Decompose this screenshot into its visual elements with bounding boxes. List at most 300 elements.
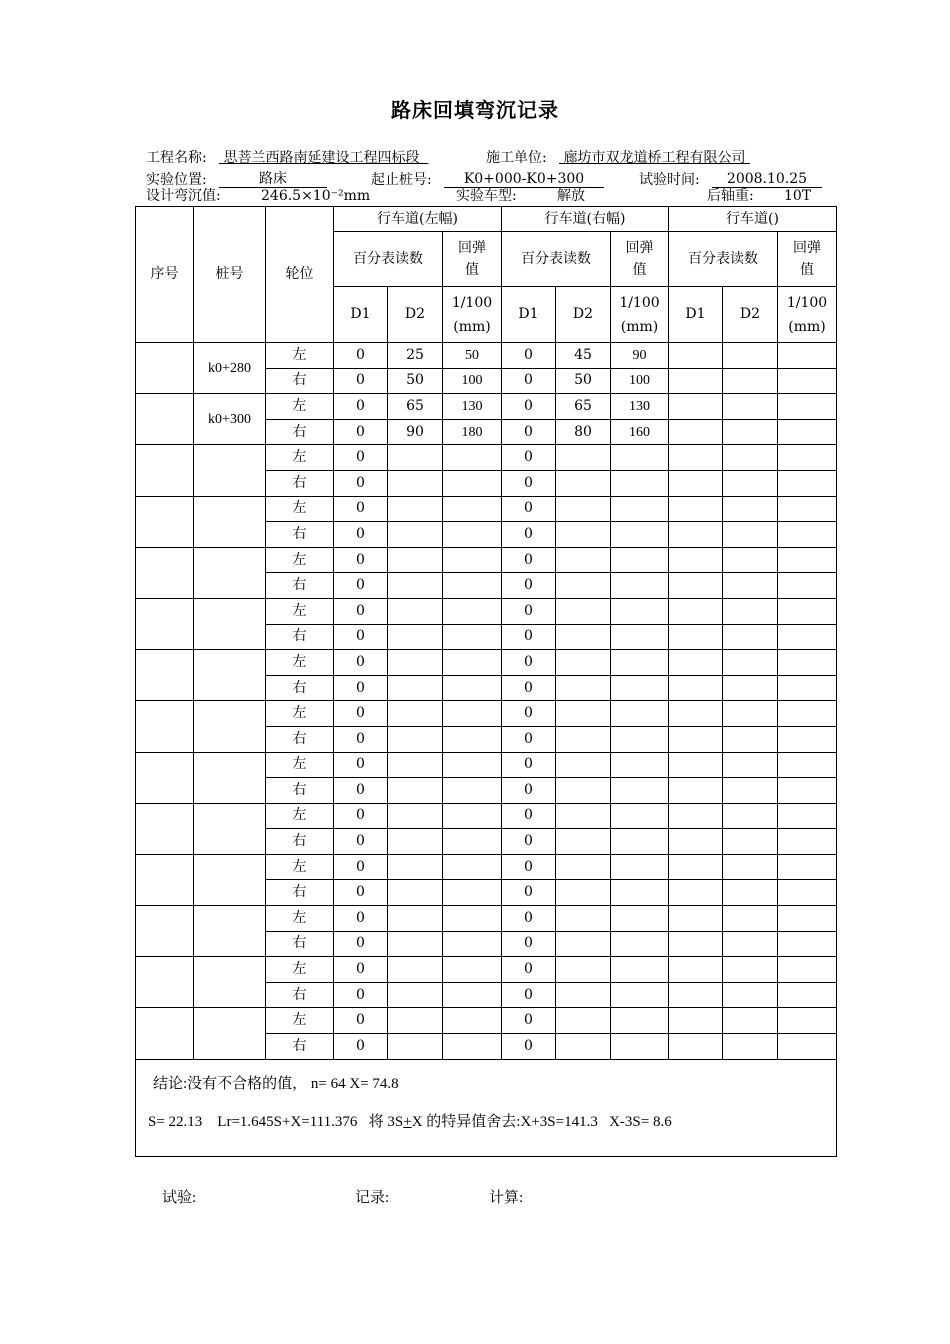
station-cell [194, 701, 266, 752]
left-rebound-cell: 180 [443, 419, 502, 445]
third-d1-cell [669, 573, 723, 599]
third-d2-cell [723, 522, 778, 548]
third-rebound-cell [778, 854, 837, 880]
left-d2-cell [388, 573, 443, 599]
seq-cell [136, 752, 194, 803]
col-seq-header: 序号 [136, 207, 194, 343]
wheel-cell: 右 [266, 470, 334, 496]
left-rebound-cell [443, 752, 502, 778]
right-rebound-cell [611, 931, 669, 957]
left-d1-cell: 0 [334, 1034, 388, 1060]
third-rebound-cell [778, 880, 837, 906]
third-d1-cell [669, 445, 723, 471]
project-value-text: 思菩兰西路南延建设工程四标段 [223, 150, 420, 166]
right-rebound-cell [611, 726, 669, 752]
left-d1-cell: 0 [334, 368, 388, 394]
wheel-cell: 左 [266, 906, 334, 932]
right-d2-cell [556, 931, 611, 957]
third-d2-cell [723, 650, 778, 676]
right-rebound-cell [611, 982, 669, 1008]
right-rebound-cell [611, 701, 669, 727]
unit-header-left: 1/100 (mm) [443, 287, 502, 343]
third-d1-cell [669, 931, 723, 957]
right-rebound-cell [611, 470, 669, 496]
right-rebound-cell [611, 1008, 669, 1034]
third-d2-cell [723, 419, 778, 445]
right-d1-cell: 0 [502, 496, 556, 522]
right-d1-cell: 0 [502, 650, 556, 676]
wheel-cell: 右 [266, 419, 334, 445]
left-d2-cell [388, 650, 443, 676]
left-rebound-cell [443, 778, 502, 804]
wheel-cell: 右 [266, 1034, 334, 1060]
right-rebound-cell [611, 496, 669, 522]
right-d2-cell: 50 [556, 368, 611, 394]
right-d2-cell: 45 [556, 343, 611, 369]
left-d1-cell: 0 [334, 752, 388, 778]
seq-cell [136, 854, 194, 905]
left-rebound-cell: 100 [443, 368, 502, 394]
right-d1-cell: 0 [502, 829, 556, 855]
left-rebound-cell [443, 726, 502, 752]
third-d2-cell [723, 394, 778, 420]
station-cell [194, 854, 266, 905]
left-d1-cell: 0 [334, 778, 388, 804]
third-d2-cell [723, 778, 778, 804]
signature-record: 记录: [355, 1190, 390, 1206]
third-d2-cell [723, 547, 778, 573]
wheel-cell: 右 [266, 573, 334, 599]
left-d1-cell: 0 [334, 880, 388, 906]
lane-left-header: 行车道(左幅) [334, 207, 502, 232]
left-rebound-cell [443, 445, 502, 471]
table-row [136, 1008, 837, 1034]
third-d1-cell [669, 343, 723, 369]
d1-header-left: D1 [334, 287, 388, 343]
unit-value-text: 廊坊市双龙道桥工程有限公司 [563, 150, 746, 166]
third-d1-cell [669, 854, 723, 880]
wheel-cell: 右 [266, 726, 334, 752]
table-row [136, 650, 837, 676]
station-cell: k0+280 [194, 343, 266, 394]
third-rebound-cell [778, 650, 837, 676]
left-d2-cell [388, 778, 443, 804]
third-rebound-cell [778, 496, 837, 522]
wheel-cell: 右 [266, 931, 334, 957]
left-rebound-cell [443, 496, 502, 522]
third-d2-cell [723, 957, 778, 983]
third-d2-cell [723, 496, 778, 522]
left-d2-cell [388, 957, 443, 983]
third-rebound-cell [778, 343, 837, 369]
wheel-cell: 左 [266, 598, 334, 624]
left-rebound-cell [443, 906, 502, 932]
right-d2-cell [556, 624, 611, 650]
right-d2-cell [556, 701, 611, 727]
left-d1-cell: 0 [334, 419, 388, 445]
left-d2-cell [388, 1008, 443, 1034]
conclusion-box [136, 1059, 837, 1156]
third-rebound-cell [778, 752, 837, 778]
lane-right-header: 行车道(右幅) [502, 207, 669, 232]
left-d2-cell [388, 931, 443, 957]
design-value: 246.5×10⁻²mm [261, 188, 371, 204]
left-d1-cell: 0 [334, 650, 388, 676]
right-d1-cell: 0 [502, 1034, 556, 1060]
signature-calc: 计算: [489, 1190, 524, 1206]
left-rebound-cell [443, 547, 502, 573]
station-cell [194, 803, 266, 854]
right-rebound-cell [611, 573, 669, 599]
right-d2-cell [556, 906, 611, 932]
third-d2-cell [723, 906, 778, 932]
third-d1-cell [669, 598, 723, 624]
table-row [136, 701, 837, 727]
wheel-cell: 左 [266, 496, 334, 522]
station-cell: k0+300 [194, 394, 266, 445]
third-rebound-cell [778, 547, 837, 573]
left-d1-cell: 0 [334, 470, 388, 496]
right-rebound-cell [611, 803, 669, 829]
left-d2-cell [388, 470, 443, 496]
project-value [219, 150, 428, 166]
d2-header-right: D2 [556, 287, 611, 343]
right-d2-cell [556, 982, 611, 1008]
left-d2-cell [388, 803, 443, 829]
right-d2-cell [556, 803, 611, 829]
left-d1-cell: 0 [334, 726, 388, 752]
seq-cell [136, 906, 194, 957]
third-d1-cell [669, 906, 723, 932]
right-d1-cell: 0 [502, 343, 556, 369]
station-cell [194, 496, 266, 547]
dial-reading-header-right: 百分表读数 [502, 232, 611, 287]
left-d1-cell: 0 [334, 931, 388, 957]
left-rebound-cell [443, 1008, 502, 1034]
unit-label: 施工单位: [486, 150, 547, 166]
left-d2-cell [388, 854, 443, 880]
right-d1-cell: 0 [502, 547, 556, 573]
third-rebound-cell [778, 675, 837, 701]
left-d2-cell [388, 522, 443, 548]
right-rebound-cell [611, 522, 669, 548]
third-rebound-cell [778, 803, 837, 829]
seq-cell [136, 445, 194, 496]
lane-third-header: 行车道() [669, 207, 837, 232]
left-d1-cell: 0 [334, 522, 388, 548]
third-rebound-cell [778, 522, 837, 548]
design-label: 设计弯沉值: [146, 188, 221, 204]
third-rebound-cell [778, 957, 837, 983]
conclusion-line-2b: X 的特异值舍去:X+3S=141.3 X-3S= 8.6 [411, 1113, 672, 1130]
wheel-cell: 左 [266, 854, 334, 880]
table-row [136, 394, 837, 420]
right-d1-cell: 0 [502, 573, 556, 599]
left-d2-cell [388, 1034, 443, 1060]
right-d1-cell: 0 [502, 957, 556, 983]
right-d2-cell [556, 547, 611, 573]
location-label: 实验位置: [146, 172, 207, 188]
left-d1-cell: 0 [334, 982, 388, 1008]
right-rebound-cell [611, 650, 669, 676]
third-d1-cell [669, 650, 723, 676]
table-row [136, 752, 837, 778]
left-d1-cell: 0 [334, 957, 388, 983]
left-d1-cell: 0 [334, 496, 388, 522]
table-row [136, 547, 837, 573]
left-d1-cell: 0 [334, 445, 388, 471]
left-d2-cell [388, 880, 443, 906]
right-d2-cell [556, 675, 611, 701]
left-d1-cell: 0 [334, 829, 388, 855]
third-d1-cell [669, 624, 723, 650]
third-rebound-cell [778, 778, 837, 804]
right-rebound-cell [611, 675, 669, 701]
left-d1-cell: 0 [334, 598, 388, 624]
third-d1-cell [669, 522, 723, 548]
rebound-label-right: 回弹值 [625, 240, 654, 278]
left-rebound-cell [443, 931, 502, 957]
date-label: 试验时间: [639, 172, 700, 188]
third-d2-cell [723, 880, 778, 906]
left-d1-cell: 0 [334, 1008, 388, 1034]
wheel-cell: 右 [266, 675, 334, 701]
right-d1-cell: 0 [502, 701, 556, 727]
plus-minus-mark: + [403, 1113, 412, 1130]
page-title: 路床回填弯沉记录 [391, 98, 559, 122]
unit-header-right: 1/100 (mm) [611, 287, 669, 343]
right-rebound-cell [611, 752, 669, 778]
left-d2-cell: 65 [388, 394, 443, 420]
date-value: 2008.10.25 [712, 172, 822, 188]
right-rebound-cell [611, 957, 669, 983]
right-rebound-cell [611, 906, 669, 932]
left-rebound-cell [443, 803, 502, 829]
third-rebound-cell [778, 726, 837, 752]
right-d2-cell [556, 752, 611, 778]
station-value: K0+000-K0+300 [444, 172, 604, 188]
third-d2-cell [723, 931, 778, 957]
table-row [136, 803, 837, 829]
left-d2-cell [388, 598, 443, 624]
left-rebound-cell [443, 598, 502, 624]
left-d2-cell [388, 701, 443, 727]
unit-header-third: 1/100 (mm) [778, 287, 837, 343]
third-d1-cell [669, 547, 723, 573]
seq-cell [136, 547, 194, 598]
table-row [136, 906, 837, 932]
right-rebound-cell [611, 445, 669, 471]
right-d2-cell [556, 854, 611, 880]
station-cell [194, 752, 266, 803]
table-row [136, 343, 837, 369]
seq-cell [136, 803, 194, 854]
d2-header-left: D2 [388, 287, 443, 343]
third-d2-cell [723, 854, 778, 880]
conclusion-line-2a: S= 22.13 Lr=1.645S+X=111.376 将 3S [148, 1113, 404, 1130]
third-rebound-cell [778, 598, 837, 624]
third-d2-cell [723, 368, 778, 394]
left-d2-cell [388, 675, 443, 701]
third-d1-cell [669, 394, 723, 420]
right-d1-cell: 0 [502, 522, 556, 548]
left-rebound-cell [443, 982, 502, 1008]
third-d1-cell [669, 829, 723, 855]
third-d1-cell [669, 1008, 723, 1034]
left-d2-cell [388, 445, 443, 471]
wheel-cell: 左 [266, 957, 334, 983]
rebound-label-left: 回弹值 [458, 240, 486, 278]
seq-cell [136, 650, 194, 701]
third-d1-cell [669, 880, 723, 906]
right-d1-cell: 0 [502, 1008, 556, 1034]
rebound-header-third [778, 232, 837, 287]
right-d1-cell: 0 [502, 982, 556, 1008]
third-d2-cell [723, 752, 778, 778]
third-rebound-cell [778, 829, 837, 855]
right-d2-cell [556, 1034, 611, 1060]
right-d2-cell [556, 957, 611, 983]
third-d2-cell [723, 829, 778, 855]
right-d2-cell: 80 [556, 419, 611, 445]
left-d2-cell: 90 [388, 419, 443, 445]
left-d2-cell [388, 906, 443, 932]
left-rebound-cell [443, 573, 502, 599]
right-d1-cell: 0 [502, 394, 556, 420]
station-label: 起止桩号: [371, 172, 432, 188]
right-d2-cell [556, 1008, 611, 1034]
right-d1-cell: 0 [502, 419, 556, 445]
table-row [136, 957, 837, 983]
right-d2-cell [556, 829, 611, 855]
table-row [136, 598, 837, 624]
right-rebound-cell: 90 [611, 343, 669, 369]
third-d2-cell [723, 1008, 778, 1034]
right-d1-cell: 0 [502, 906, 556, 932]
right-d2-cell [556, 650, 611, 676]
third-d1-cell [669, 982, 723, 1008]
left-d2-cell [388, 547, 443, 573]
left-d1-cell: 0 [334, 906, 388, 932]
third-d1-cell [669, 803, 723, 829]
third-d1-cell [669, 957, 723, 983]
wheel-cell: 左 [266, 752, 334, 778]
project-label: 工程名称: [146, 150, 207, 166]
third-rebound-cell [778, 701, 837, 727]
third-d1-cell [669, 496, 723, 522]
wheel-cell: 左 [266, 803, 334, 829]
right-d1-cell: 0 [502, 752, 556, 778]
left-rebound-cell [443, 675, 502, 701]
left-d1-cell: 0 [334, 343, 388, 369]
third-d1-cell [669, 701, 723, 727]
right-d2-cell: 65 [556, 394, 611, 420]
third-d2-cell [723, 343, 778, 369]
signature-test: 试验: [162, 1190, 197, 1206]
rebound-label-third: 回弹值 [793, 240, 822, 278]
right-d2-cell [556, 522, 611, 548]
third-d1-cell [669, 778, 723, 804]
location-value: 路床 [219, 172, 327, 188]
third-rebound-cell [778, 419, 837, 445]
left-d2-cell [388, 752, 443, 778]
third-d2-cell [723, 1034, 778, 1060]
third-d1-cell [669, 726, 723, 752]
right-d1-cell: 0 [502, 470, 556, 496]
third-rebound-cell [778, 573, 837, 599]
conclusion-line-1: 结论:没有不合格的值， n= 64 X= 74.8 [153, 1075, 399, 1092]
left-rebound-cell [443, 624, 502, 650]
left-d1-cell: 0 [334, 394, 388, 420]
right-rebound-cell [611, 880, 669, 906]
third-d2-cell [723, 598, 778, 624]
wheel-cell: 右 [266, 778, 334, 804]
axle-label: 后轴重: [707, 188, 754, 204]
right-rebound-cell: 160 [611, 419, 669, 445]
right-rebound-cell [611, 778, 669, 804]
right-rebound-cell [611, 598, 669, 624]
rebound-header-right [611, 232, 669, 287]
right-d1-cell: 0 [502, 726, 556, 752]
left-d2-cell [388, 624, 443, 650]
right-d2-cell [556, 470, 611, 496]
station-cell [194, 547, 266, 598]
wheel-cell: 左 [266, 343, 334, 369]
vehicle-label: 实验车型: [456, 188, 517, 204]
right-d1-cell: 0 [502, 598, 556, 624]
third-d2-cell [723, 445, 778, 471]
table-row [136, 496, 837, 522]
third-rebound-cell [778, 906, 837, 932]
wheel-cell: 左 [266, 445, 334, 471]
dial-reading-header-third: 百分表读数 [669, 232, 778, 287]
wheel-cell: 左 [266, 394, 334, 420]
left-rebound-cell: 130 [443, 394, 502, 420]
table-row [136, 445, 837, 471]
third-rebound-cell [778, 394, 837, 420]
third-d2-cell [723, 701, 778, 727]
third-d2-cell [723, 470, 778, 496]
left-d1-cell: 0 [334, 547, 388, 573]
station-cell [194, 650, 266, 701]
left-d2-cell [388, 496, 443, 522]
wheel-cell: 左 [266, 547, 334, 573]
right-d1-cell: 0 [502, 445, 556, 471]
third-d2-cell [723, 982, 778, 1008]
left-d1-cell: 0 [334, 624, 388, 650]
wheel-cell: 右 [266, 624, 334, 650]
left-d1-cell: 0 [334, 854, 388, 880]
col-wheel-header: 轮位 [266, 207, 334, 343]
third-rebound-cell [778, 1008, 837, 1034]
right-d1-cell: 0 [502, 368, 556, 394]
left-d2-cell [388, 829, 443, 855]
right-d1-cell: 0 [502, 675, 556, 701]
wheel-cell: 右 [266, 829, 334, 855]
deflection-table [135, 206, 837, 1157]
station-cell [194, 598, 266, 649]
right-d1-cell: 0 [502, 854, 556, 880]
right-d2-cell [556, 880, 611, 906]
seq-cell [136, 496, 194, 547]
d2-header-third: D2 [723, 287, 778, 343]
seq-cell [136, 598, 194, 649]
left-d1-cell: 0 [334, 675, 388, 701]
right-rebound-cell [611, 624, 669, 650]
left-d1-cell: 0 [334, 573, 388, 599]
left-rebound-cell [443, 854, 502, 880]
third-d2-cell [723, 675, 778, 701]
